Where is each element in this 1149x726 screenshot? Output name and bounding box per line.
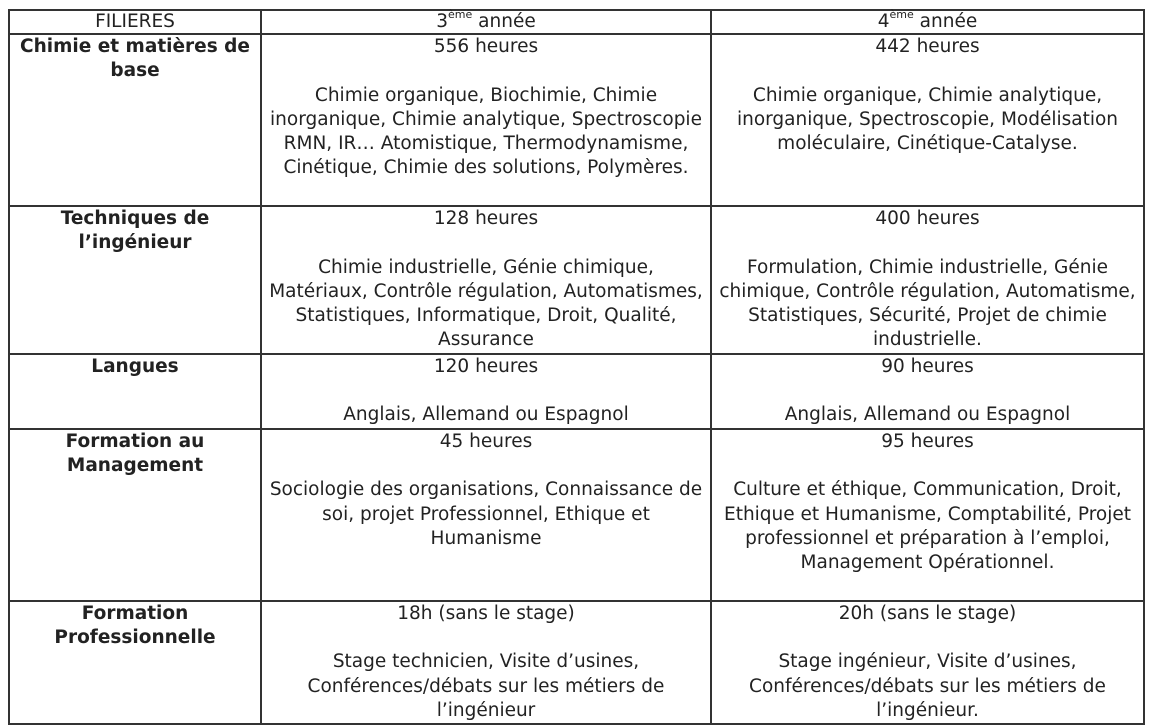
hours-value: 120 heures [433, 355, 539, 377]
year-4-label: année [913, 11, 978, 32]
table-row [9, 34, 1144, 206]
hours-value: 90 heures [881, 355, 974, 377]
course-list: Sociologie des organisations, Connaissance de soi, projet Professionnel, Ethique et Humanisme [269, 479, 703, 549]
hours-value: 556 heures [433, 36, 539, 57]
year-4-number: 4 [877, 11, 890, 32]
year-3-cell [261, 206, 711, 354]
course-list: Stage ingénieur, Visite d’usines, Conférences/débats sur les métiers de l’ingénieur. [749, 651, 1106, 721]
row-label: Formation Professionnelle [9, 601, 261, 724]
course-list: Stage technicien, Visite d’usines, Conférences/débats sur les métiers de l’ingénieur [307, 651, 665, 721]
hours-value: 18h (sans le stage) [397, 602, 575, 624]
year-4-cell [711, 429, 1144, 601]
header-year-3 [261, 7, 711, 34]
course-list: Chimie industrielle, Génie chimique, Matériaux, Contrôle régulation, Automatismes, Statistiques, Informatique, Droit, Qualité, Assurance [269, 256, 703, 351]
course-list: Formulation, Chimie industrielle, Génie chimique, Contrôle régulation, Automatisme, Statistiques, Sécurité, Projet de chimie industrielle. [719, 256, 1136, 351]
table-row [9, 354, 1144, 429]
hours-value: 95 heures [881, 430, 974, 452]
hours-value: 442 heures [875, 36, 980, 57]
year-3-label: année [472, 11, 536, 32]
header-filieres: FILIERES [9, 10, 261, 34]
row-label: Formation au Management [9, 429, 261, 601]
table-row [9, 601, 1144, 724]
year-4-suffix: ème [889, 7, 914, 21]
hours-value: 400 heures [875, 208, 980, 229]
hours-value: 45 heures [439, 430, 533, 452]
year-3-cell [261, 601, 711, 724]
course-list: Anglais, Allemand ou Espagnol [343, 404, 629, 426]
year-3-cell [261, 354, 711, 429]
course-list: Anglais, Allemand ou Espagnol [784, 404, 1071, 426]
year-4-cell [711, 206, 1144, 354]
header-row [9, 10, 1144, 34]
year-3-cell [261, 429, 711, 601]
course-list: Chimie organique, Biochimie, Chimie inorganique, Chimie analytique, Spectroscopie RMN, IR… Atomistique, Thermodynamisme, Cinétique, Chimie des solutions, Polymères. [270, 84, 702, 179]
row-label: Chimie et matières de base [9, 34, 261, 206]
year-3-suffix: ème [448, 7, 473, 21]
course-list: Culture et éthique, Communication, Droit, Ethique et Humanisme, Comptabilité, Projet professionnel et préparation à l’emploi, Management Opérationnel. [724, 479, 1131, 574]
hours-value: 20h (sans le stage) [838, 602, 1017, 624]
header-year-4 [711, 7, 1144, 34]
table-row [9, 206, 1144, 354]
year-3-cell [261, 34, 711, 206]
year-4-cell [711, 34, 1144, 206]
curriculum-table [8, 9, 1145, 725]
year-4-cell [711, 601, 1144, 724]
hours-value: 128 heures [433, 208, 539, 229]
course-list: Chimie organique, Chimie analytique, inorganique, Spectroscopie, Modélisation moléculaire, Cinétique-Catalyse. [736, 84, 1119, 155]
year-3-number: 3 [436, 11, 449, 32]
year-4-cell [711, 354, 1144, 429]
table-row [9, 429, 1144, 601]
row-label: Techniques de l’ingénieur [9, 206, 261, 354]
row-label: Langues [9, 354, 261, 429]
